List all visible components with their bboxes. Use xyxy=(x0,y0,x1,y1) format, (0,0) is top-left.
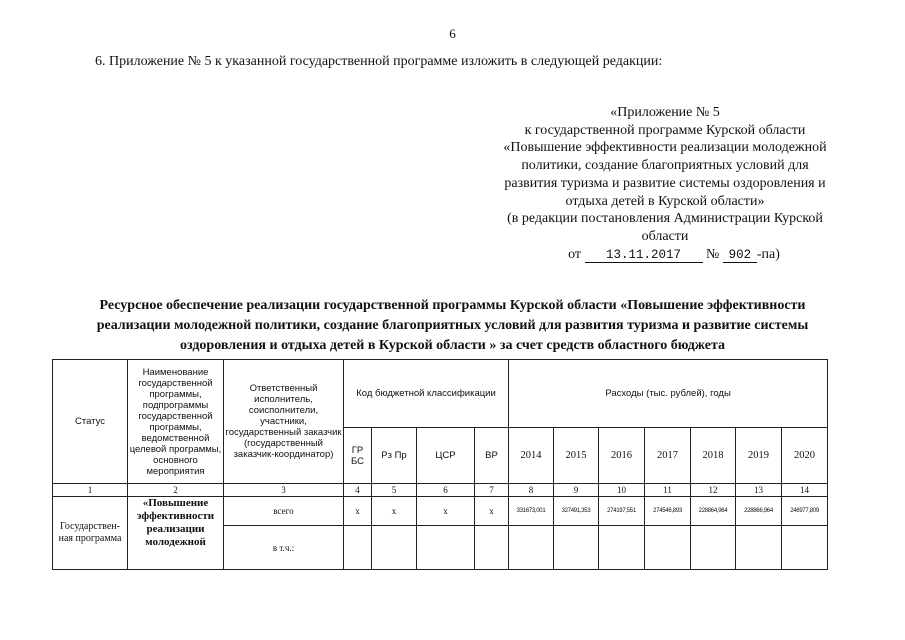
row-executor-incl: в т.ч.: xyxy=(224,526,344,570)
heading-line-3: оздоровления и отдыха детей в Курской области » за счет средств областного бюджета xyxy=(179,338,726,353)
row-value-2018: 228864,964 xyxy=(691,497,736,526)
empty-cell xyxy=(372,526,417,570)
row-code: х xyxy=(417,497,475,526)
date-value: 13.11.2017 xyxy=(585,248,703,263)
row-value-2017: 274546,893 xyxy=(645,497,691,526)
col-number: 10 xyxy=(599,484,645,497)
number-value: 902 xyxy=(723,248,757,263)
row-code: х xyxy=(372,497,417,526)
col-number: 5 xyxy=(372,484,417,497)
header-grbs: ГР БС xyxy=(344,428,372,484)
empty-cell xyxy=(509,526,554,570)
row-program-name: «Повышение эффективности реализации молодежной xyxy=(128,497,224,570)
empty-cell xyxy=(344,526,372,570)
heading-line-2: реализации молодежной политики, создание благоприятных условий для развития туризма и развитие системы xyxy=(96,318,809,333)
col-number: 2 xyxy=(128,484,224,497)
empty-cell xyxy=(554,526,599,570)
header-executor: Ответственный исполнитель, соисполнители, участники, государственный заказчик (государственный заказчик-координатор) xyxy=(224,360,344,484)
header-year: 2015 xyxy=(554,428,599,484)
header-year: 2014 xyxy=(509,428,554,484)
appendix-line-8: области xyxy=(641,228,689,244)
header-year: 2016 xyxy=(599,428,645,484)
col-number: 7 xyxy=(475,484,509,497)
appendix-line-4: политики, создание благоприятных условий для xyxy=(521,158,809,174)
empty-cell xyxy=(782,526,828,570)
header-expenses: Расходы (тыс. рублей), годы xyxy=(509,360,828,428)
heading-line-1: Ресурсное обеспечение реализации государственной программы Курской области «Повышение эффективности xyxy=(99,298,806,313)
row-value-2015: 327491,353 xyxy=(554,497,599,526)
row-value-2019: 228866,964 xyxy=(736,497,782,526)
header-vr: ВР xyxy=(475,428,509,484)
header-year: 2017 xyxy=(645,428,691,484)
col-number: 12 xyxy=(691,484,736,497)
col-number: 9 xyxy=(554,484,599,497)
header-year: 2019 xyxy=(736,428,782,484)
column-number-row xyxy=(53,484,828,497)
row-code: х xyxy=(475,497,509,526)
col-number: 1 xyxy=(53,484,128,497)
appendix-line-5: развития туризма и развитие системы оздоровления и xyxy=(504,175,826,191)
row-value-2020: 246977,809 xyxy=(782,497,828,526)
col-number: 14 xyxy=(782,484,828,497)
appendix-block xyxy=(480,104,850,263)
header-rzpr: Рз Пр xyxy=(372,428,417,484)
empty-cell xyxy=(417,526,475,570)
empty-cell xyxy=(736,526,782,570)
col-number: 4 xyxy=(344,484,372,497)
appendix-date-line xyxy=(480,246,850,264)
number-prefix: № xyxy=(706,246,720,262)
row-status: Государствен-ная программа xyxy=(53,497,128,570)
row-code: х xyxy=(344,497,372,526)
header-year: 2018 xyxy=(691,428,736,484)
appendix-line-1: «Приложение № 5 xyxy=(610,105,720,120)
empty-cell xyxy=(691,526,736,570)
row-value-2014: 331673,001 xyxy=(509,497,554,526)
header-budget-code: Код бюджетной классификации xyxy=(344,360,509,428)
row-value-2016: 274197,551 xyxy=(599,497,645,526)
header-csr: ЦСР xyxy=(417,428,475,484)
header-year: 2020 xyxy=(782,428,828,484)
header-name: Наименование государственной программы, подпрограммы государственной программы, ведомственной целевой программы, основного мероприятия xyxy=(128,360,224,484)
row-executor-total: всего xyxy=(224,497,344,526)
col-number: 6 xyxy=(417,484,475,497)
number-suffix: -па) xyxy=(756,246,780,262)
page-number: 6 xyxy=(449,26,456,41)
resource-table xyxy=(52,359,828,570)
section-heading xyxy=(40,296,865,356)
col-number: 8 xyxy=(509,484,554,497)
appendix-line-3: «Повышение эффективности реализации молодежной xyxy=(503,140,827,156)
col-number: 3 xyxy=(224,484,344,497)
appendix-line-2: к государственной программе Курской области xyxy=(524,122,806,138)
empty-cell xyxy=(645,526,691,570)
header-status: Статус xyxy=(53,360,128,484)
empty-cell xyxy=(599,526,645,570)
date-prefix: от xyxy=(568,246,582,262)
col-number: 11 xyxy=(645,484,691,497)
intro-paragraph: 6. Приложение № 5 к указанной государственной программе изложить в следующей редакции: xyxy=(95,54,663,69)
empty-cell xyxy=(475,526,509,570)
appendix-line-7: (в редакции постановления Администрации Курской xyxy=(507,211,823,227)
table-row xyxy=(53,497,828,526)
appendix-line-6: отдыха детей в Курской области» xyxy=(565,193,765,209)
col-number: 13 xyxy=(736,484,782,497)
